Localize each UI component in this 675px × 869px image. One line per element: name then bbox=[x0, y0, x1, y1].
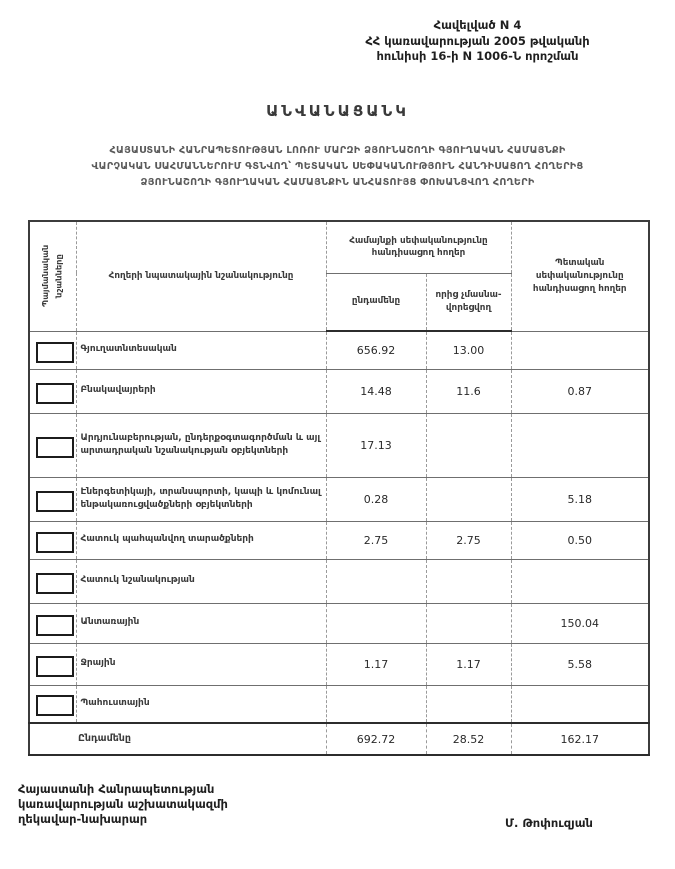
state-value bbox=[511, 413, 649, 477]
signatory-title-line-3: ղեկավար-նախարար bbox=[18, 811, 148, 826]
land-category-label: Պահուստային bbox=[76, 685, 326, 723]
column-header-community-group: Համայնքի սեփականությունը հանդիսացող հողեր bbox=[326, 221, 511, 273]
legend-box bbox=[36, 695, 74, 716]
symbol-cell bbox=[29, 559, 76, 603]
column-header-symbols-label: Պայմանական նշանները bbox=[40, 245, 64, 308]
table-row bbox=[29, 643, 649, 685]
signatory-title-line-2: կառավարության աշխատակազմի bbox=[18, 796, 228, 811]
subtitle-line-2: ՎԱՐՉԱԿԱՆ ՍԱՀՄԱՆՆԵՐՈՒՄ ԳՏՆՎՈՂ՝ ՊԵՏԱԿԱՆ ՍԵՓԱԿԱՆՈՒԹՅՈՒՆ ՀԱՆԴԻՍԱՑՈՂ ՀՈՂԵՐԻՑ bbox=[91, 160, 584, 172]
table-row bbox=[29, 369, 649, 413]
total-state-value: 162.17 bbox=[511, 723, 649, 755]
non-privatizable-value bbox=[426, 603, 511, 643]
non-privatizable-value: 11.6 bbox=[426, 369, 511, 413]
annex-reference bbox=[295, 18, 660, 65]
total-row-label: Ընդամենը bbox=[29, 723, 326, 755]
community-total-value: 0.28 bbox=[326, 477, 426, 521]
land-allocation-table bbox=[28, 220, 650, 756]
non-privatizable-value bbox=[426, 685, 511, 723]
symbol-cell bbox=[29, 685, 76, 723]
symbol-cell bbox=[29, 643, 76, 685]
legend-box bbox=[36, 437, 74, 458]
state-value bbox=[511, 331, 649, 369]
legend-box bbox=[36, 573, 74, 594]
table-row bbox=[29, 559, 649, 603]
signatory-title-block bbox=[18, 782, 228, 827]
signatory-title-line-1: Հայաստանի Հանրապետության bbox=[18, 782, 215, 796]
state-value: 5.58 bbox=[511, 643, 649, 685]
state-value bbox=[511, 559, 649, 603]
annex-line-2: ՀՀ կառավարության 2005 թվականի bbox=[365, 33, 590, 48]
column-header-state: Պետական սեփականությունը հանդիսացող հողեր bbox=[511, 221, 649, 331]
community-total-value: 656.92 bbox=[326, 331, 426, 369]
column-header-purpose: Հողերի նպատակային նշանակությունը bbox=[76, 221, 326, 331]
state-value: 0.50 bbox=[511, 521, 649, 559]
legend-box bbox=[36, 342, 74, 363]
community-total-value bbox=[326, 603, 426, 643]
symbol-cell bbox=[29, 603, 76, 643]
land-category-label: Բնակավայրերի bbox=[76, 369, 326, 413]
community-total-value bbox=[326, 685, 426, 723]
community-total-value: 17.13 bbox=[326, 413, 426, 477]
annex-line-3: հունիսի 16-ի N 1006-Ն որոշման bbox=[376, 49, 579, 64]
subtitle-line-1: ՀԱՅԱՍՏԱՆԻ ՀԱՆՐԱՊԵՏՈՒԹՅԱՆ ԼՈՌՈՒ ՄԱՐԶԻ ՁՅՈՒՆԱՇՈՂԻ ԳՅՈՒՂԱԿԱՆ ՀԱՄԱՅՆՔԻ bbox=[109, 145, 566, 156]
symbol-cell bbox=[29, 331, 76, 369]
symbol-cell bbox=[29, 413, 76, 477]
page-title: ԱՆՎԱՆԱՑԱՆԿ bbox=[266, 102, 409, 120]
community-total-value bbox=[326, 559, 426, 603]
non-privatizable-value: 1.17 bbox=[426, 643, 511, 685]
legend-box bbox=[36, 383, 74, 404]
state-value: 5.18 bbox=[511, 477, 649, 521]
column-header-symbols bbox=[29, 221, 76, 331]
signatory-name: Մ. Թոփուզյան bbox=[505, 816, 593, 830]
land-category-label: Ջրային bbox=[76, 643, 326, 685]
symbol-cell bbox=[29, 477, 76, 521]
column-header-community-total: ընդամենը bbox=[326, 273, 426, 331]
land-category-label: Հատուկ պահպանվող տարածքների bbox=[76, 521, 326, 559]
legend-box bbox=[36, 491, 74, 512]
table-row bbox=[29, 331, 649, 369]
state-value: 150.04 bbox=[511, 603, 649, 643]
state-value bbox=[511, 685, 649, 723]
total-non-privatizable-value: 28.52 bbox=[426, 723, 511, 755]
legend-box bbox=[36, 615, 74, 636]
total-community-value: 692.72 bbox=[326, 723, 426, 755]
annex-line-1: Հավելված N 4 bbox=[433, 18, 522, 32]
land-category-label: Արդյունաբերության, ընդերքօգտագործման և այլ արտադրական նշանակության օբյեկտների bbox=[76, 413, 326, 477]
table-row bbox=[29, 685, 649, 723]
state-value: 0.87 bbox=[511, 369, 649, 413]
table-row bbox=[29, 477, 649, 521]
table-row bbox=[29, 413, 649, 477]
table-row bbox=[29, 521, 649, 559]
community-total-value: 1.17 bbox=[326, 643, 426, 685]
non-privatizable-value bbox=[426, 559, 511, 603]
non-privatizable-value: 2.75 bbox=[426, 521, 511, 559]
symbol-cell bbox=[29, 521, 76, 559]
non-privatizable-value: 13.00 bbox=[426, 331, 511, 369]
land-category-label: Գյուղատնտեսական bbox=[76, 331, 326, 369]
land-category-label: Հատուկ նշանակության bbox=[76, 559, 326, 603]
column-header-non-privatizable: որից չմասնա-վորեցվող bbox=[426, 273, 511, 331]
table-row bbox=[29, 603, 649, 643]
land-category-label: Էներգետիկայի, տրանսպորտի, կապի և կոմունալ ենթակառուցվածքների օբյեկտների bbox=[76, 477, 326, 521]
legend-box bbox=[36, 532, 74, 553]
table-header bbox=[29, 221, 649, 331]
community-total-value: 14.48 bbox=[326, 369, 426, 413]
land-category-label: Անտառային bbox=[76, 603, 326, 643]
non-privatizable-value bbox=[426, 413, 511, 477]
document-subtitle bbox=[22, 143, 653, 190]
subtitle-line-3: ՁՅՈՒՆԱՇՈՂԻ ԳՅՈՒՂԱԿԱՆ ՀԱՄԱՅՆՔԻՆ ԱՆՀԱՏՈՒՅՑ ՓՈԽԱՆՑՎՈՂ ՀՈՂԵՐԻ bbox=[140, 176, 535, 188]
community-total-value: 2.75 bbox=[326, 521, 426, 559]
legend-box bbox=[36, 656, 74, 677]
table-total-row bbox=[29, 723, 649, 755]
non-privatizable-value bbox=[426, 477, 511, 521]
symbol-cell bbox=[29, 369, 76, 413]
